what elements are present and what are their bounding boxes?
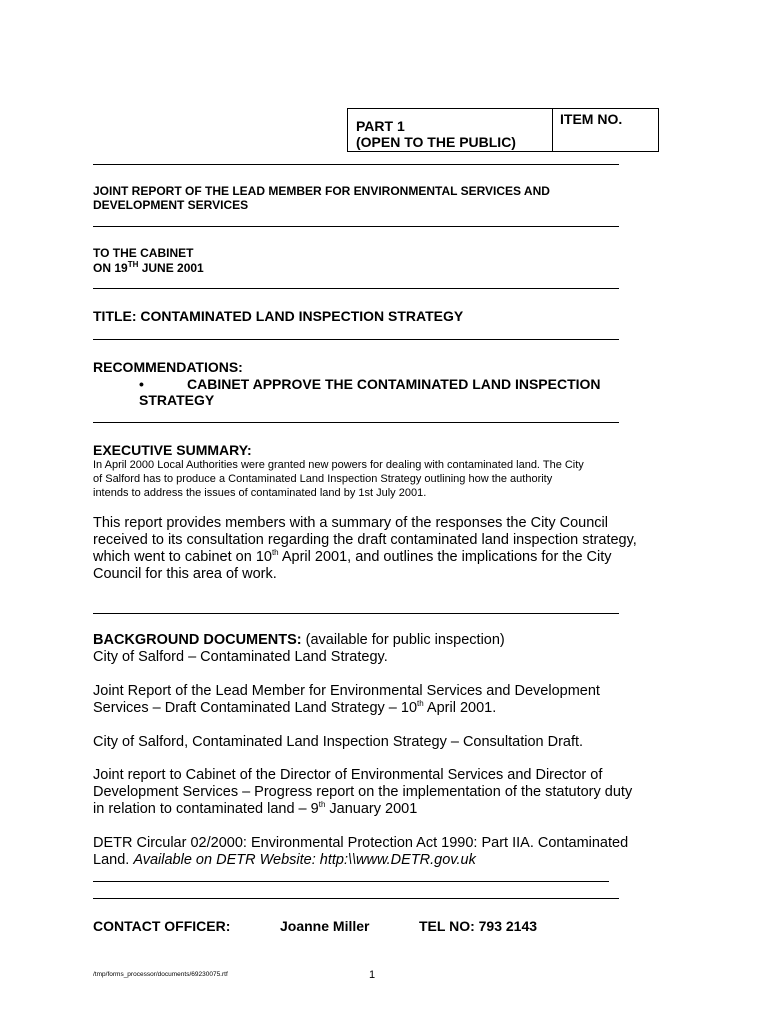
background-doc-4-line3: in relation to contaminated land – 9th January 2001 [93, 800, 418, 817]
background-doc-2-line1: Joint Report of the Lead Member for Environmental Services and Development [93, 683, 600, 699]
report-subject-title: TITLE: CONTAMINATED LAND INSPECTION STRATEGY [93, 308, 464, 324]
report-title-line2: DEVELOPMENT SERVICES [93, 198, 249, 212]
background-doc-5-line2: Land. Available on DETR Website: http:\\www.DETR.gov.uk [93, 852, 476, 868]
executive-summary-para2-line2: received to its consultation regarding the draft contaminated land inspection strategy, [93, 532, 637, 548]
background-doc-3: City of Salford, Contaminated Land Inspection Strategy – Consultation Draft. [93, 734, 584, 750]
public-visibility-label: (OPEN TO THE PUBLIC) [356, 134, 516, 150]
recipient-date: ON 19TH JUNE 2001 [93, 260, 204, 275]
contact-officer-label: CONTACT OFFICER: [93, 918, 231, 934]
part-box [347, 108, 553, 152]
background-doc-5-line1: DETR Circular 02/2000: Environmental Protection Act 1990: Part IIA. Contaminated [93, 835, 629, 851]
executive-summary-para1-line3: intends to address the issues of contaminated land by 1st July 2001. [93, 487, 427, 499]
background-doc-2-line2: Services – Draft Contaminated Land Strategy – 10th April 2001. [93, 699, 497, 716]
contact-tel: TEL NO: 793 2143 [419, 918, 538, 934]
footer-file-path: /tmp/forms_processor/documents/69230075.rtf [93, 971, 228, 978]
executive-summary-para2-line4: Council for this area of work. [93, 566, 277, 582]
divider [93, 288, 619, 289]
executive-summary-para1-line2: of Salford has to produce a Contaminated Land Inspection Strategy outlining how the authority [93, 473, 553, 485]
divider [93, 339, 619, 340]
executive-summary-para2-line3: which went to cabinet on 10th April 2001, and outlines the implications for the City [93, 548, 612, 565]
divider [93, 881, 609, 882]
part-label: PART 1 [356, 118, 405, 134]
background-doc-4-line2: Development Services – Progress report on the implementation of the statutory duty [93, 784, 633, 800]
background-doc-1: City of Salford – Contaminated Land Strategy. [93, 649, 388, 665]
recommendation-item-line2: STRATEGY [139, 392, 215, 408]
recommendation-item-line1: CABINET APPROVE THE CONTAMINATED LAND INSPECTION [187, 376, 601, 392]
divider [93, 164, 619, 165]
divider [93, 898, 619, 899]
divider [93, 613, 619, 614]
item-no-box [552, 108, 659, 152]
divider [93, 422, 619, 423]
executive-summary-para1-line1: In April 2000 Local Authorities were granted new powers for dealing with contaminated land. The City [93, 459, 584, 471]
recommendation-bullet: • [139, 376, 144, 392]
recipient-to: TO THE CABINET [93, 246, 194, 260]
item-no-label: ITEM NO. [560, 111, 623, 127]
contact-officer-name: Joanne Miller [280, 918, 370, 934]
executive-summary-para2-line1: This report provides members with a summary of the responses the City Council [93, 515, 608, 531]
background-heading: BACKGROUND DOCUMENTS: (available for public inspection) [93, 632, 505, 648]
detr-website-link[interactable]: Available on DETR Website: http:\\www.DETR.gov.uk [133, 852, 476, 868]
executive-summary-heading: EXECUTIVE SUMMARY: [93, 442, 252, 458]
report-title-line1: JOINT REPORT OF THE LEAD MEMBER FOR ENVIRONMENTAL SERVICES AND [93, 184, 550, 198]
recommendations-heading: RECOMMENDATIONS: [93, 359, 243, 375]
background-doc-4-line1: Joint report to Cabinet of the Director of Environmental Services and Director of [93, 767, 603, 783]
page-number: 1 [369, 969, 376, 981]
divider [93, 226, 619, 227]
